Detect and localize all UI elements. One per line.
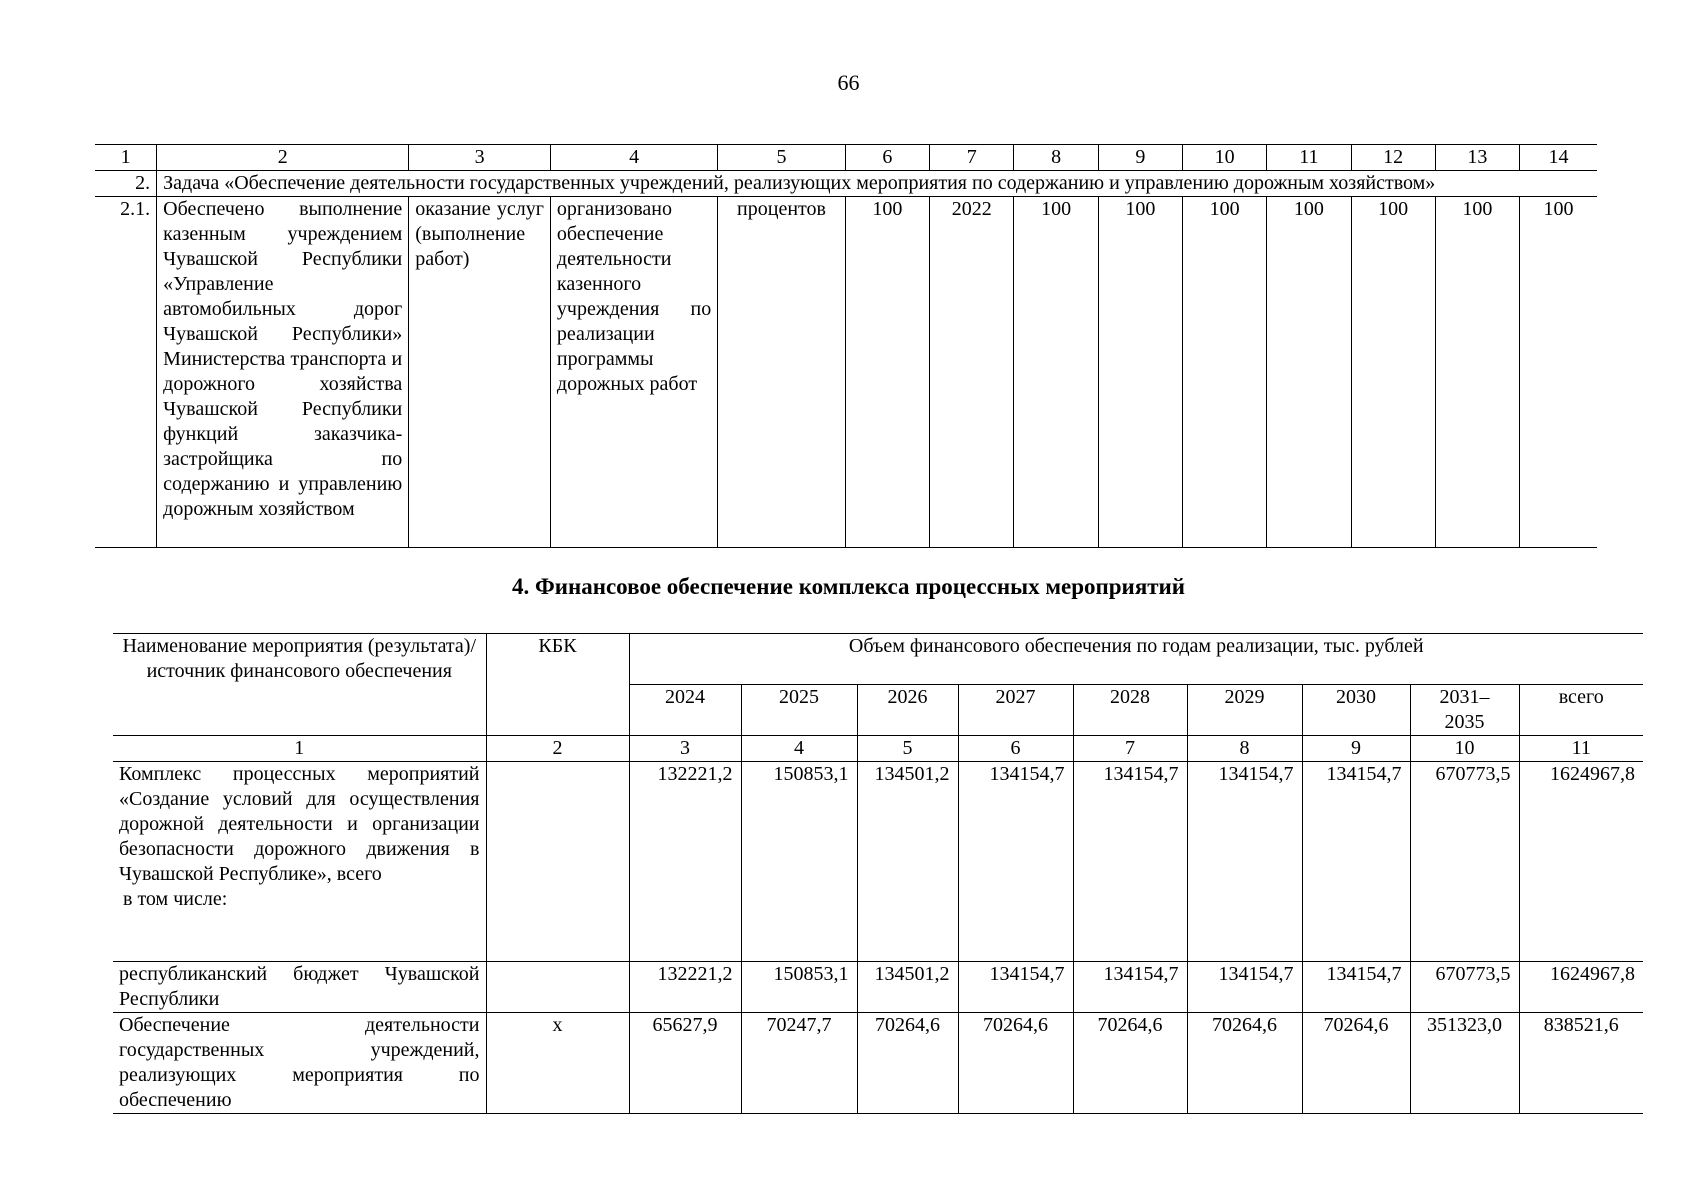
- year-header: всего: [1519, 685, 1643, 736]
- column-number: 11: [1519, 736, 1643, 762]
- value-cell: 100: [1435, 197, 1519, 548]
- result-name: Обеспечено выполнение казенным учреждением Чувашской Республики «Управление автомобильных дорог Чувашской Республики» Министерства транспорта и дорожного хозяйства Чувашской Республики функций заказчика-застройщика по содержанию и управлению дорожным хозяйством: [157, 197, 409, 548]
- column-number: 8: [1014, 145, 1098, 171]
- task-row: [95, 171, 1597, 197]
- row-name-text: Комплекс процессных мероприятий «Создание условий для осуществления дорожной деятельности и организации безопасности дорожного движения в Чувашской Республике», всего: [119, 763, 480, 885]
- column-number: 11: [1267, 145, 1351, 171]
- value-cell: 100: [1267, 197, 1351, 548]
- value-cell: 134154,7: [1073, 762, 1187, 962]
- value-cell: 70264,6: [1302, 1013, 1410, 1114]
- value-cell: 670773,5: [1410, 962, 1519, 1013]
- table-row: [113, 962, 1643, 1013]
- year-header: 2024: [629, 685, 741, 736]
- task-text: Задача «Обеспечение деятельности государственных учреждений, реализующих мероприятия по содержанию и управлению дорожным хозяйством»: [157, 171, 1597, 197]
- unit: процентов: [718, 197, 846, 548]
- value-cell: 100: [1182, 197, 1266, 548]
- row-name: [113, 762, 486, 962]
- column-number: 14: [1520, 145, 1597, 171]
- value-cell: 134154,7: [1302, 762, 1410, 962]
- value-cell: 70247,7: [741, 1013, 857, 1114]
- column-number: 7: [930, 145, 1014, 171]
- table-row: [113, 762, 1643, 962]
- value-cell: 65627,9: [629, 1013, 741, 1114]
- value-cell: 134154,7: [1187, 762, 1302, 962]
- year-header: 2028: [1073, 685, 1187, 736]
- results-table: [95, 144, 1597, 548]
- column-number: 3: [629, 736, 741, 762]
- column-number: 12: [1351, 145, 1435, 171]
- value-cell: 670773,5: [1410, 762, 1519, 962]
- table-header-row: [95, 145, 1597, 171]
- value-cell: 70264,6: [857, 1013, 958, 1114]
- task-number: 2.: [95, 171, 157, 197]
- value-cell: 100: [1014, 197, 1098, 548]
- year-header: 2026: [857, 685, 958, 736]
- kbk-cell: [486, 762, 629, 962]
- value-cell: 100: [1098, 197, 1182, 548]
- value-cell: 132221,2: [629, 762, 741, 962]
- value-cell: 70264,6: [1073, 1013, 1187, 1114]
- year-header: 2029: [1187, 685, 1302, 736]
- row-name: республиканский бюджет Чувашской Республики: [113, 962, 486, 1013]
- page-number: 66: [837, 70, 860, 95]
- result-type: оказание услуг (выполнение работ): [409, 197, 551, 548]
- row-name: Обеспечение деятельности государственных учреждений, реализующих мероприятия по обеспечению: [113, 1013, 486, 1114]
- row-note: в том числе:: [123, 888, 228, 910]
- financing-table: [113, 633, 1643, 1114]
- column-number: 4: [550, 145, 717, 171]
- column-number: 5: [718, 145, 846, 171]
- column-number: 4: [741, 736, 857, 762]
- value-cell: 134154,7: [1073, 962, 1187, 1013]
- value-cell: 150853,1: [741, 962, 857, 1013]
- kbk-cell: [486, 962, 629, 1013]
- column-header-kbk: КБК: [486, 634, 629, 736]
- column-number: 6: [845, 145, 929, 171]
- value-cell: 150853,1: [741, 762, 857, 962]
- column-number: 1: [113, 736, 486, 762]
- column-number: 3: [409, 145, 551, 171]
- column-header-group: Объем финансового обеспечения по годам реализации, тыс. рублей: [629, 634, 1643, 685]
- column-number: 8: [1187, 736, 1302, 762]
- base-year: 2022: [930, 197, 1014, 548]
- year-header: 2031–2035: [1410, 685, 1519, 736]
- base-value: 100: [845, 197, 929, 548]
- column-number: 10: [1410, 736, 1519, 762]
- value-cell: 132221,2: [629, 962, 741, 1013]
- result-characteristic: организовано обеспечение деятельности казенного учреждения по реализации программы дорожных работ: [550, 197, 717, 548]
- value-cell: 134154,7: [958, 762, 1073, 962]
- value-cell: 70264,6: [1187, 1013, 1302, 1114]
- column-number: 2: [486, 736, 629, 762]
- column-number: 1: [95, 145, 157, 171]
- value-cell: 100: [1351, 197, 1435, 548]
- column-numbers-row: [113, 736, 1643, 762]
- value-cell: 100: [1520, 197, 1597, 548]
- value-cell: 134154,7: [1302, 962, 1410, 1013]
- column-number: 7: [1073, 736, 1187, 762]
- section-title: 4. Финансовое обеспечение комплекса процессных мероприятий: [511, 574, 1186, 599]
- value-cell: 1624967,8: [1519, 962, 1643, 1013]
- value-cell: 838521,6: [1519, 1013, 1643, 1114]
- column-number: 5: [857, 736, 958, 762]
- value-cell: 351323,0: [1410, 1013, 1519, 1114]
- value-cell: 1624967,8: [1519, 762, 1643, 962]
- table-row: [113, 1013, 1643, 1114]
- column-header-name: Наименование мероприятия (результата)/источник финансового обеспечения: [113, 634, 486, 736]
- column-number: 9: [1302, 736, 1410, 762]
- value-cell: 134154,7: [1187, 962, 1302, 1013]
- year-header: 2027: [958, 685, 1073, 736]
- value-cell: 134501,2: [857, 962, 958, 1013]
- year-header: 2025: [741, 685, 857, 736]
- row-number: 2.1.: [95, 197, 157, 548]
- column-number: 6: [958, 736, 1073, 762]
- value-cell: 70264,6: [958, 1013, 1073, 1114]
- value-cell: 134501,2: [857, 762, 958, 962]
- table-row: [95, 197, 1597, 548]
- column-number: 2: [157, 145, 409, 171]
- value-cell: 134154,7: [958, 962, 1073, 1013]
- column-number: 13: [1435, 145, 1519, 171]
- kbk-cell: x: [486, 1013, 629, 1114]
- year-header: 2030: [1302, 685, 1410, 736]
- column-number: 9: [1098, 145, 1182, 171]
- column-number: 10: [1182, 145, 1266, 171]
- table-header-row: [113, 634, 1643, 685]
